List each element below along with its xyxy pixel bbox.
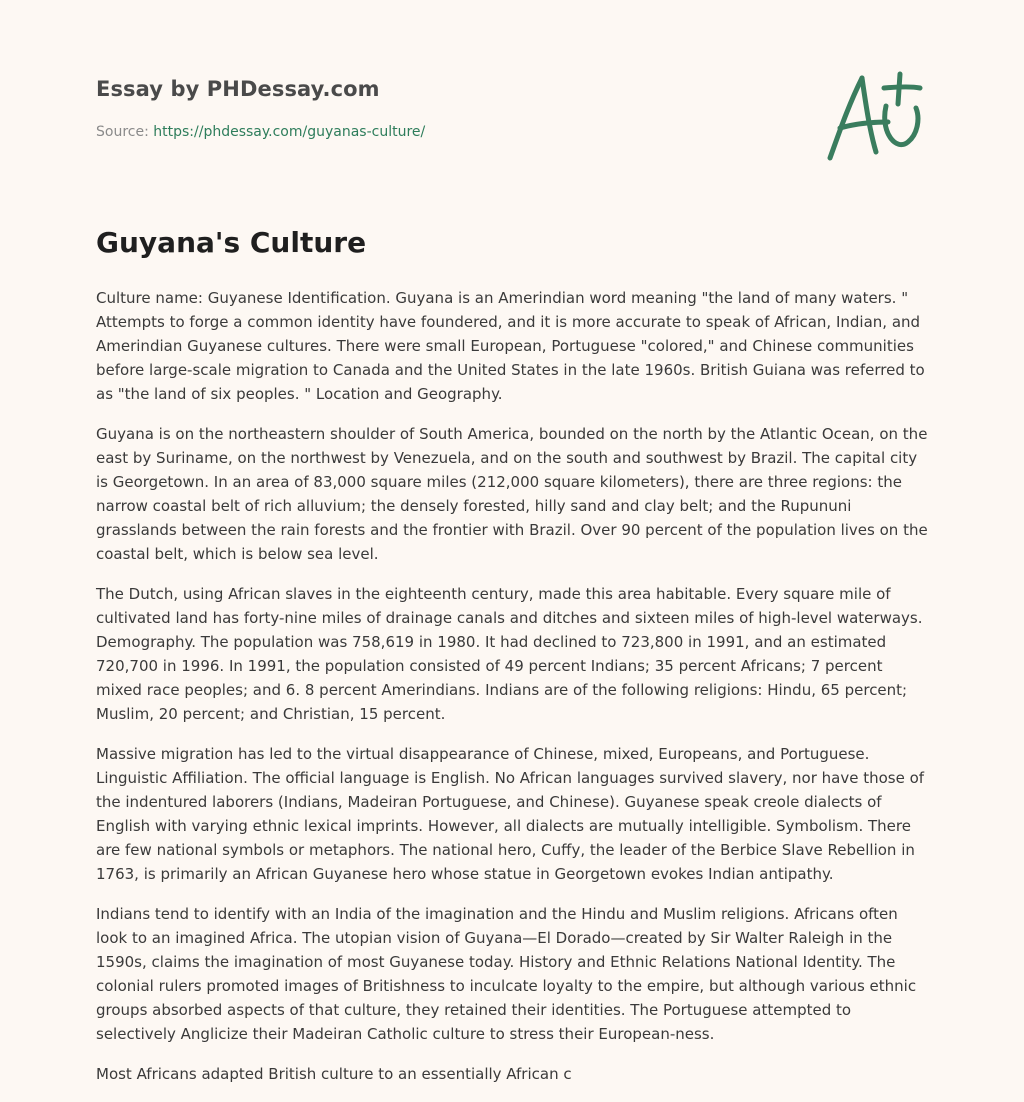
a-plus-logo-icon xyxy=(820,66,930,166)
article-paragraph: Guyana is on the northeastern shoulder of South America, bounded on the north by the Atlantic Ocean, on the east by Suriname, on the northwest by Venezuela, and on the south and southwest by Brazil. The capital city is Georgetown. In an area of 83,000 square miles (212,000 square kilometers), there are three regions: the narrow coastal belt of rich alluvium; the densely forested, hilly sand and clay belt; and the Rupununi grasslands between the rain forests and the frontier with Brazil. Over 90 percent of the population lives on the coastal belt, which is below sea level. xyxy=(96,425,928,563)
article-body xyxy=(96,286,932,1102)
article-paragraph: The Dutch, using African slaves in the eighteenth century, made this area habitable. Every square mile of cultivated land has forty-nine miles of drainage canals and ditches and sixteen miles of high-level waterways. Demography. The population was 758,619 in 1980. It had declined to 723,800 in 1991, and an estimated 720,700 in 1996. In 1991, the population consisted of 49 percent Indians; 35 percent Africans; 7 percent mixed race peoples; and 6. 8 percent Amerindians. Indians are of the following religions: Hindu, 65 percent; Muslim, 20 percent; and Christian, 15 percent. xyxy=(96,585,923,723)
source-label: Source: xyxy=(96,124,154,140)
article-paragraph-truncated: Most Africans adapted British culture to an essentially African c xyxy=(96,1065,572,1083)
article-paragraph: Massive migration has led to the virtual disappearance of Chinese, mixed, Europeans, and Portuguese. Linguistic Affiliation. The official language is English. No African languages survived slavery, nor have those of the indentured laborers (Indians, Madeiran Portuguese, and Chinese). Guyanese speak creole dialects of English with varying ethnic lexical imprints. However, all dialects are mutually intelligible. Symbolism. There are few national symbols or metaphors. The national hero, Cuffy, the leader of the Berbice Slave Rebellion in 1763, is primarily an African Guyanese hero whose statue in Georgetown evokes Indian antipathy. xyxy=(96,745,925,883)
source-line xyxy=(96,124,425,140)
page-title: Guyana's Culture xyxy=(96,226,367,259)
article-paragraph: Culture name: Guyanese Identification. Guyana is an Amerindian word meaning "the land of many waters. " Attempts to forge a common identity have foundered, and it is more accurate to speak of African, Indian, and Amerindian Guyanese cultures. There were small European, Portuguese "colored," and Chinese communities before large-scale migration to Canada and the United States in the late 1960s. British Guiana was referred to as "the land of six peoples. " Location and Geography. xyxy=(96,289,925,403)
article-paragraph: Indians tend to identify with an India of the imagination and the Hindu and Muslim religions. Africans often look to an imagined Africa. The utopian vision of Guyana—El Dorado—created by Sir Walter Raleigh in the 1590s, claims the imagination of most Guyanese today. History and Ethnic Relations National Identity. The colonial rulers promoted images of Britishness to inculcate loyalty to the empire, but although various ethnic groups absorbed aspects of that culture, they retained their identities. The Portuguese attempted to selectively Anglicize their Madeiran Catholic culture to stress their European-ness. xyxy=(96,905,917,1043)
site-brand: Essay by PHDessay.com xyxy=(96,77,380,101)
source-link[interactable]: https://phdessay.com/guyanas-culture/ xyxy=(153,124,426,140)
